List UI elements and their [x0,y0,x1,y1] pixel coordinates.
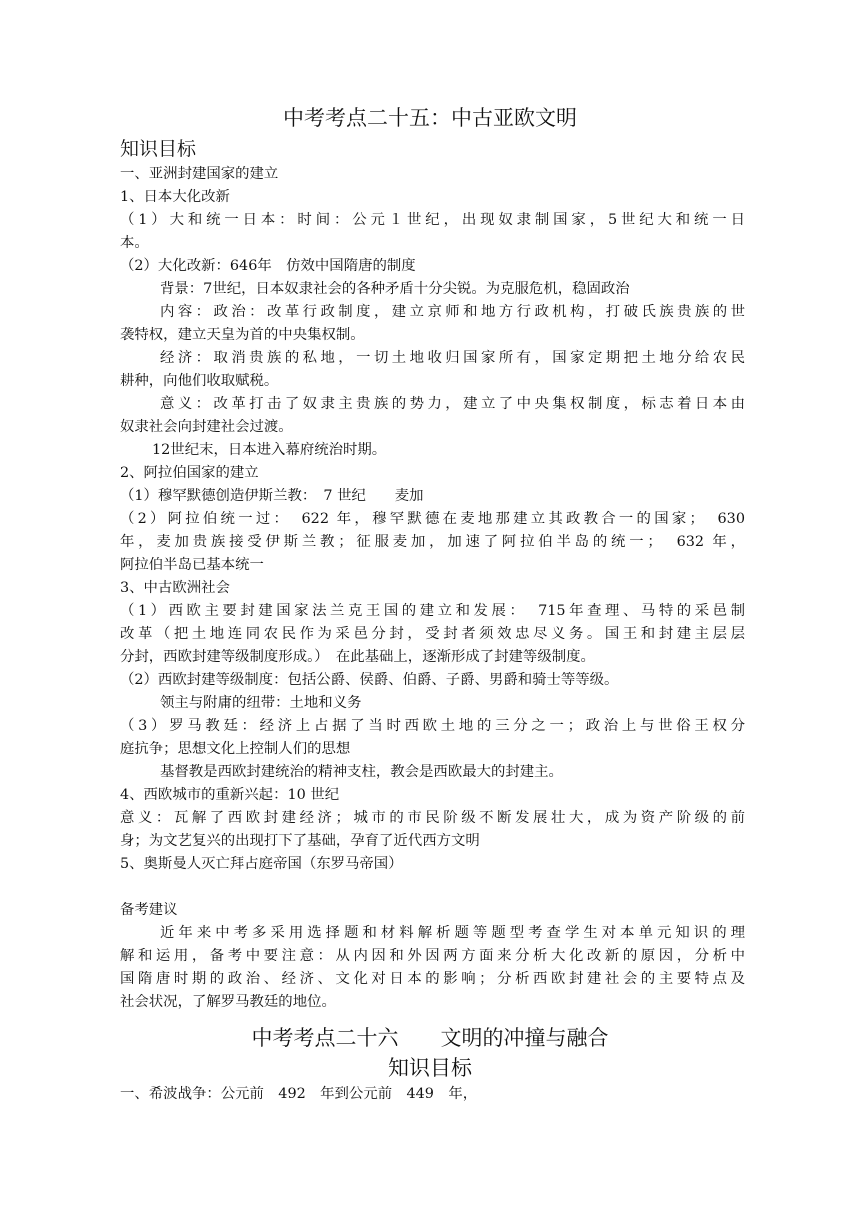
line: （2）西欧封建等级制度：包括公爵、侯爵、伯爵、子爵、男爵和骑士等等级。 [120,672,619,688]
line: 社会状况，了解罗马教廷的地位。 [120,994,336,1010]
section1-heading: 知识目标 [120,138,197,160]
line: 意义：瓦解了西欧封建经济；城市的市民阶级不断发展壮大，成为资产阶级的前 [120,810,745,826]
line: 5、奥斯曼人灭亡拜占庭帝国（东罗马帝国） [120,856,403,872]
section2-heading: 知识目标 [388,1056,472,1080]
line: 意义：改革打击了奴隶主贵族的势力，建立了中央集权制度，标志着日本由 [160,396,745,412]
line: 奴隶社会向封建社会过渡。 [120,419,293,435]
line: 一、希波战争：公元前 492 年到公元前 449 年， [120,1086,478,1102]
line: 2、阿拉伯国家的建立 [120,465,259,481]
line: 1、日本大化改新 [120,189,230,205]
line: 本。 [120,235,149,251]
line: 近年来中考多采用选择题和材料解析题等题型考查学生对本单元知识的理 [160,925,745,941]
line: 12世纪末，日本进入幕府统治时期。 [152,442,387,458]
line: （3）罗马教廷：经济上占据了当时西欧土地的三分之一；政治上与世俗王权分 [120,718,745,734]
line: 身；为文艺复兴的出现打下了基础，孕育了近代西方文明 [120,833,480,849]
line: （1）大和统一日本：时间：公元１世纪，出现奴隶制国家，5世纪大和统一日 [120,212,745,228]
line: 庭抗争；思想文化上控制人们的思想 [120,741,351,757]
line: 3、中古欧洲社会 [120,580,230,596]
line: 阿拉伯半岛已基本统一 [120,557,264,573]
line: 4、西欧城市的重新兴起：10 世纪 [120,787,340,803]
line: 袭特权，建立天皇为首的中央集权制。 [120,327,365,343]
line: （2）阿拉伯统一过： 622 年，穆罕默德在麦地那建立其政教合一的国家； 630 [120,511,745,527]
line: 基督教是西欧封建统治的精神支柱，教会是西欧最大的封建主。 [160,764,563,780]
line: 经济：取消贵族的私地，一切土地收归国家所有，国家定期把土地分给农民 [160,350,745,366]
line: 内容：政治：改革行政制度，建立京师和地方行政机构，打破氏族贵族的世 [160,304,745,320]
advice-heading: 备考建议 [120,902,178,918]
line: 分封，西欧封建等级制度形成。） 在此基础上，逐渐形成了封建等级制度。 [120,649,595,665]
line: 背景：7世纪，日本奴隶社会的各种矛盾十分尖锐。为克服危机，稳固政治 [160,281,630,297]
line: （2）大化改新：646年 仿效中国隋唐的制度 [120,258,416,274]
line: 改革（把土地连同农民作为采邑分封，受封者须效忠尽义务。国王和封建主层层 [120,626,745,642]
section2-title: 中考考点二十六 文明的冲撞与融合 [251,1026,609,1050]
line: （1）穆罕默德创造伊斯兰教： 7 世纪 麦加 [120,488,424,504]
line: 领主与附庸的纽带：土地和义务 [160,695,362,711]
line: 一、亚洲封建国家的建立 [120,166,279,182]
line: 解和运用，备考中要注意：从内因和外因两方面来分析大化改新的原因，分析中 [120,948,745,964]
line: 国隋唐时期的政治、经济、文化对日本的影响；分析西欧封建社会的主要特点及 [120,971,745,987]
line: （1）西欧主要封建国家法兰克王国的建立和发展： 715年查理、马特的采邑制 [120,603,745,619]
line: 年，麦加贵族接受伊斯兰教；征服麦加，加速了阿拉伯半岛的统一； 632 年， [120,534,745,550]
line: 耕种，向他们收取赋税。 [120,373,279,389]
section1-title: 中考考点二十五：中古亚欧文明 [283,106,577,130]
